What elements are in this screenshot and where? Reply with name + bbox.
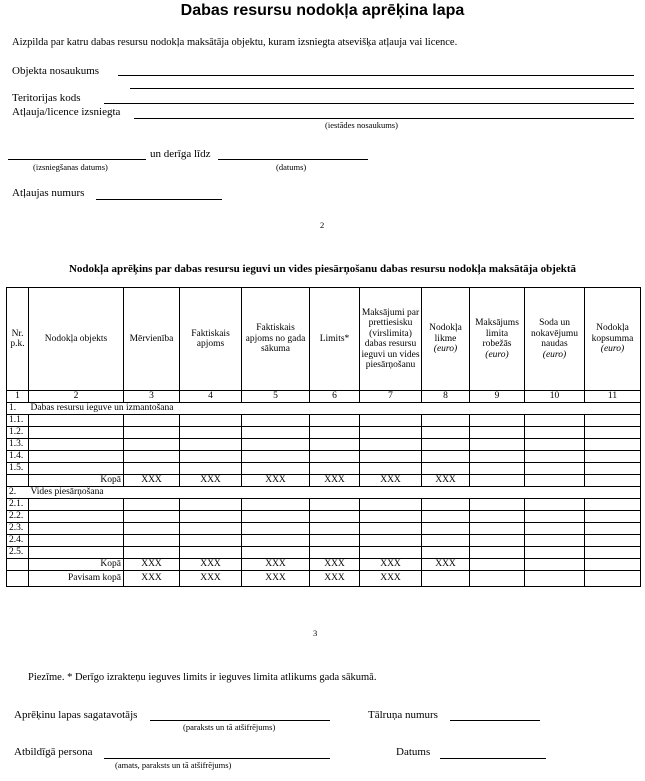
- cell-input[interactable]: [242, 547, 310, 559]
- cell-input[interactable]: [585, 547, 641, 559]
- row-number: 2.2.: [7, 511, 29, 523]
- placeholder-cell: XXX: [360, 559, 422, 571]
- issuer-hint: (iestādes nosaukums): [325, 120, 398, 130]
- col-header-rate: Nodokļa likme (euro): [422, 288, 470, 391]
- table-row: [7, 547, 641, 559]
- cell-input[interactable]: [470, 511, 525, 523]
- placeholder-cell: XXX: [180, 559, 242, 571]
- cell-input[interactable]: [525, 463, 585, 475]
- cell-input[interactable]: [585, 523, 641, 535]
- tax-calculation-table: [6, 287, 641, 587]
- cell-input[interactable]: [585, 439, 641, 451]
- prepared-by-label: Aprēķinu lapas sagatavotājs: [14, 709, 138, 721]
- cell-input[interactable]: [310, 535, 360, 547]
- cell-input[interactable]: [525, 547, 585, 559]
- grand-total-label: Pavisam kopā: [29, 571, 124, 587]
- row-number: 1.4.: [7, 451, 29, 463]
- valid-until-field[interactable]: [218, 159, 368, 160]
- cell-input[interactable]: [124, 463, 180, 475]
- cell-input[interactable]: [422, 499, 470, 511]
- cell-input[interactable]: [422, 439, 470, 451]
- table-row: [7, 415, 641, 427]
- cell-input[interactable]: [585, 475, 641, 487]
- cell-input[interactable]: [360, 451, 422, 463]
- cell-input[interactable]: [585, 499, 641, 511]
- permit-issuer-field[interactable]: [134, 118, 634, 119]
- cell-input[interactable]: [525, 571, 585, 587]
- col-number: 5: [242, 391, 310, 403]
- placeholder-cell: XXX: [422, 559, 470, 571]
- cell-input[interactable]: [525, 439, 585, 451]
- col-header-nr: Nr. p.k.: [7, 288, 29, 391]
- col-number: 11: [585, 391, 641, 403]
- date-label: Datums: [396, 746, 431, 758]
- cell-input[interactable]: [242, 499, 310, 511]
- table-row: [7, 499, 641, 511]
- cell-input[interactable]: [422, 463, 470, 475]
- territory-code-field[interactable]: [104, 103, 634, 104]
- cell-input[interactable]: [310, 523, 360, 535]
- cell-input[interactable]: [29, 451, 124, 463]
- cell: [7, 475, 29, 487]
- section-row: [7, 403, 641, 415]
- cell-input[interactable]: [29, 427, 124, 439]
- cell-input[interactable]: [585, 427, 641, 439]
- total-row: [7, 559, 641, 571]
- cell-input[interactable]: [525, 415, 585, 427]
- total-label: Kopā: [29, 475, 124, 487]
- cell-input[interactable]: [310, 451, 360, 463]
- prepared-by-field[interactable]: [150, 720, 330, 721]
- cell-input[interactable]: [310, 511, 360, 523]
- col-number: 10: [525, 391, 585, 403]
- cell-input[interactable]: [525, 499, 585, 511]
- row-number: 2.4.: [7, 535, 29, 547]
- placeholder-cell: XXX: [422, 475, 470, 487]
- cell-input[interactable]: [525, 523, 585, 535]
- section-title: Dabas resursu ieguve un izmantošana: [29, 403, 641, 415]
- placeholder-cell: XXX: [124, 571, 180, 587]
- column-numbers-row: [7, 391, 641, 403]
- placeholder-cell: XXX: [242, 475, 310, 487]
- col-header-limit-payment: Maksājums limita robežās (euro): [470, 288, 525, 391]
- table-row: [7, 451, 641, 463]
- permit-issued-label: Atļauja/licence izsniegta: [12, 106, 121, 118]
- cell-input[interactable]: [124, 499, 180, 511]
- placeholder-cell: XXX: [310, 559, 360, 571]
- placeholder-cell: XXX: [124, 559, 180, 571]
- cell-input[interactable]: [525, 535, 585, 547]
- object-name-field-line2[interactable]: [130, 88, 634, 89]
- cell-input[interactable]: [360, 547, 422, 559]
- page-title: Dabas resursu nodokļa aprēķina lapa: [180, 2, 465, 19]
- cell-input[interactable]: [470, 559, 525, 571]
- valid-until-label: un derīga līdz: [150, 148, 211, 160]
- cell-input[interactable]: [310, 499, 360, 511]
- col-number: 8: [422, 391, 470, 403]
- cell-input[interactable]: [29, 415, 124, 427]
- col-header-object: Nodokļa objekts: [29, 288, 124, 391]
- col-number: 6: [310, 391, 360, 403]
- cell-input[interactable]: [470, 571, 525, 587]
- cell-input[interactable]: [310, 439, 360, 451]
- cell-input[interactable]: [29, 523, 124, 535]
- placeholder-cell: XXX: [124, 475, 180, 487]
- cell-input[interactable]: [124, 547, 180, 559]
- cell-input[interactable]: [585, 451, 641, 463]
- cell-input[interactable]: [180, 547, 242, 559]
- cell-input[interactable]: [470, 439, 525, 451]
- cell-input[interactable]: [310, 547, 360, 559]
- issue-date-hint: (izsniegšanas datums): [33, 162, 108, 172]
- prepared-by-hint: (paraksts un tā atšifrējums): [183, 722, 276, 732]
- section-number: 1.: [7, 403, 29, 415]
- responsible-field[interactable]: [104, 758, 330, 759]
- placeholder-cell: XXX: [360, 571, 422, 587]
- placeholder-cell: XXX: [360, 475, 422, 487]
- cell-input[interactable]: [310, 463, 360, 475]
- cell-input[interactable]: [242, 427, 310, 439]
- table-row: [7, 427, 641, 439]
- cell-input[interactable]: [422, 547, 470, 559]
- col-number: 4: [180, 391, 242, 403]
- cell: [7, 571, 29, 587]
- placeholder-cell: XXX: [242, 571, 310, 587]
- cell-input[interactable]: [180, 499, 242, 511]
- col-header-unit: Mērvienība: [124, 288, 180, 391]
- cell-input[interactable]: [470, 415, 525, 427]
- cell-input[interactable]: [470, 427, 525, 439]
- col-header-penalties: Soda un nokavējumu naudas (euro): [525, 288, 585, 391]
- cell-input[interactable]: [525, 451, 585, 463]
- section-row: [7, 487, 641, 499]
- total-row: [7, 475, 641, 487]
- cell-input[interactable]: [29, 535, 124, 547]
- cell-input[interactable]: [360, 427, 422, 439]
- cell-input[interactable]: [360, 463, 422, 475]
- cell-input[interactable]: [525, 559, 585, 571]
- grand-total-row: [7, 571, 641, 587]
- cell-input[interactable]: [180, 463, 242, 475]
- col-header-actual-ytd: Faktiskais apjoms no gada sākuma: [242, 288, 310, 391]
- cell-input[interactable]: [470, 535, 525, 547]
- row-number: 1.1.: [7, 415, 29, 427]
- section-number: 2.: [7, 487, 29, 499]
- cell-input[interactable]: [180, 415, 242, 427]
- cell-input[interactable]: [422, 415, 470, 427]
- row-number: 2.1.: [7, 499, 29, 511]
- cell-input[interactable]: [180, 523, 242, 535]
- cell-input[interactable]: [525, 475, 585, 487]
- cell-input[interactable]: [124, 439, 180, 451]
- col-header-total: Nodokļa kopsumma (euro): [585, 288, 641, 391]
- table-row: [7, 511, 641, 523]
- cell-input[interactable]: [242, 523, 310, 535]
- cell-input[interactable]: [124, 523, 180, 535]
- phone-label: Tālruņa numurs: [368, 709, 438, 721]
- permit-number-field[interactable]: [96, 199, 222, 200]
- col-number: 9: [470, 391, 525, 403]
- col-number: 7: [360, 391, 422, 403]
- phone-field[interactable]: [450, 720, 540, 721]
- total-label: Kopā: [29, 559, 124, 571]
- issue-date-field[interactable]: [8, 159, 146, 160]
- cell-input[interactable]: [124, 511, 180, 523]
- placeholder-cell: XXX: [180, 571, 242, 587]
- table-row: [7, 523, 641, 535]
- territory-code-label: Teritorijas kods: [12, 92, 81, 104]
- cell-input[interactable]: [124, 415, 180, 427]
- cell-input[interactable]: [470, 475, 525, 487]
- col-header-actual: Faktiskais apjoms: [180, 288, 242, 391]
- placeholder-cell: XXX: [242, 559, 310, 571]
- cell-input[interactable]: [29, 547, 124, 559]
- cell-input[interactable]: [360, 511, 422, 523]
- cell-input[interactable]: [422, 511, 470, 523]
- cell-input[interactable]: [525, 427, 585, 439]
- cell-input[interactable]: [180, 451, 242, 463]
- cell-input[interactable]: [180, 535, 242, 547]
- cell-input[interactable]: [360, 523, 422, 535]
- cell-input[interactable]: [29, 463, 124, 475]
- cell-input[interactable]: [310, 415, 360, 427]
- intro-text: Aizpilda par katru dabas resursu nodokļa maksātāja objektu, kuram izsniegta atsevišķa atļauja vai licence.: [12, 37, 458, 48]
- date-hint: (datums): [276, 162, 307, 172]
- cell-input[interactable]: [242, 415, 310, 427]
- cell-input[interactable]: [422, 571, 470, 587]
- cell: [7, 559, 29, 571]
- col-header-overlimit: Maksājumi par prettiesisku (virslimita) dabas resursu ieguvi un vides piesārņošanu: [360, 288, 422, 391]
- cell-input[interactable]: [124, 535, 180, 547]
- cell-input[interactable]: [242, 451, 310, 463]
- cell-input[interactable]: [585, 463, 641, 475]
- object-name-label: Objekta nosaukums: [12, 65, 100, 77]
- cell-input[interactable]: [180, 439, 242, 451]
- responsible-label: Atbildīgā persona: [14, 746, 93, 758]
- cell-input[interactable]: [360, 415, 422, 427]
- cell-input[interactable]: [470, 523, 525, 535]
- object-name-field[interactable]: [118, 75, 634, 76]
- cell-input[interactable]: [29, 511, 124, 523]
- col-number: 2: [29, 391, 124, 403]
- cell-input[interactable]: [29, 439, 124, 451]
- cell-input[interactable]: [585, 415, 641, 427]
- cell-input[interactable]: [470, 451, 525, 463]
- table-row: [7, 439, 641, 451]
- col-header-limit: Limits*: [310, 288, 360, 391]
- col-number: 3: [124, 391, 180, 403]
- cell-input[interactable]: [422, 535, 470, 547]
- cell-input[interactable]: [180, 511, 242, 523]
- cell-input[interactable]: [242, 463, 310, 475]
- placeholder-cell: XXX: [180, 475, 242, 487]
- cell-input[interactable]: [310, 427, 360, 439]
- page-marker: 2: [320, 220, 325, 230]
- cell-input[interactable]: [422, 451, 470, 463]
- date-field[interactable]: [440, 758, 546, 759]
- row-number: 2.3.: [7, 523, 29, 535]
- permit-number-label: Atļaujas numurs: [12, 187, 85, 199]
- row-number: 1.2.: [7, 427, 29, 439]
- cell-input[interactable]: [585, 559, 641, 571]
- cell-input[interactable]: [124, 451, 180, 463]
- cell-input[interactable]: [242, 511, 310, 523]
- cell-input[interactable]: [470, 499, 525, 511]
- cell-input[interactable]: [585, 571, 641, 587]
- cell-input[interactable]: [525, 511, 585, 523]
- responsible-hint: (amats, paraksts un tā atšifrējums): [115, 760, 232, 770]
- row-number: 1.3.: [7, 439, 29, 451]
- table-title: Nodokļa aprēķins par dabas resursu ieguvi un vides piesārņošanu dabas resursu nodokļa maksātāja objektā: [68, 263, 577, 275]
- cell-input[interactable]: [124, 427, 180, 439]
- row-number: 2.5.: [7, 547, 29, 559]
- cell-input[interactable]: [422, 523, 470, 535]
- table-row: [7, 535, 641, 547]
- footnote: Piezīme. * Derīgo izrakteņu ieguves limits ir ieguves limita atlikums gada sākumā.: [28, 672, 377, 683]
- cell-input[interactable]: [360, 499, 422, 511]
- section-title: Vides piesārņošana: [29, 487, 641, 499]
- cell-input[interactable]: [360, 535, 422, 547]
- cell-input[interactable]: [180, 427, 242, 439]
- cell-input[interactable]: [585, 535, 641, 547]
- cell-input[interactable]: [29, 499, 124, 511]
- row-number: 1.5.: [7, 463, 29, 475]
- cell-input[interactable]: [360, 439, 422, 451]
- col-number: 1: [7, 391, 29, 403]
- cell-input[interactable]: [242, 535, 310, 547]
- cell-input[interactable]: [422, 427, 470, 439]
- page-marker: 3: [313, 628, 318, 638]
- cell-input[interactable]: [242, 439, 310, 451]
- cell-input[interactable]: [470, 547, 525, 559]
- cell-input[interactable]: [470, 463, 525, 475]
- cell-input[interactable]: [585, 511, 641, 523]
- table-row: [7, 463, 641, 475]
- placeholder-cell: XXX: [310, 571, 360, 587]
- placeholder-cell: XXX: [310, 475, 360, 487]
